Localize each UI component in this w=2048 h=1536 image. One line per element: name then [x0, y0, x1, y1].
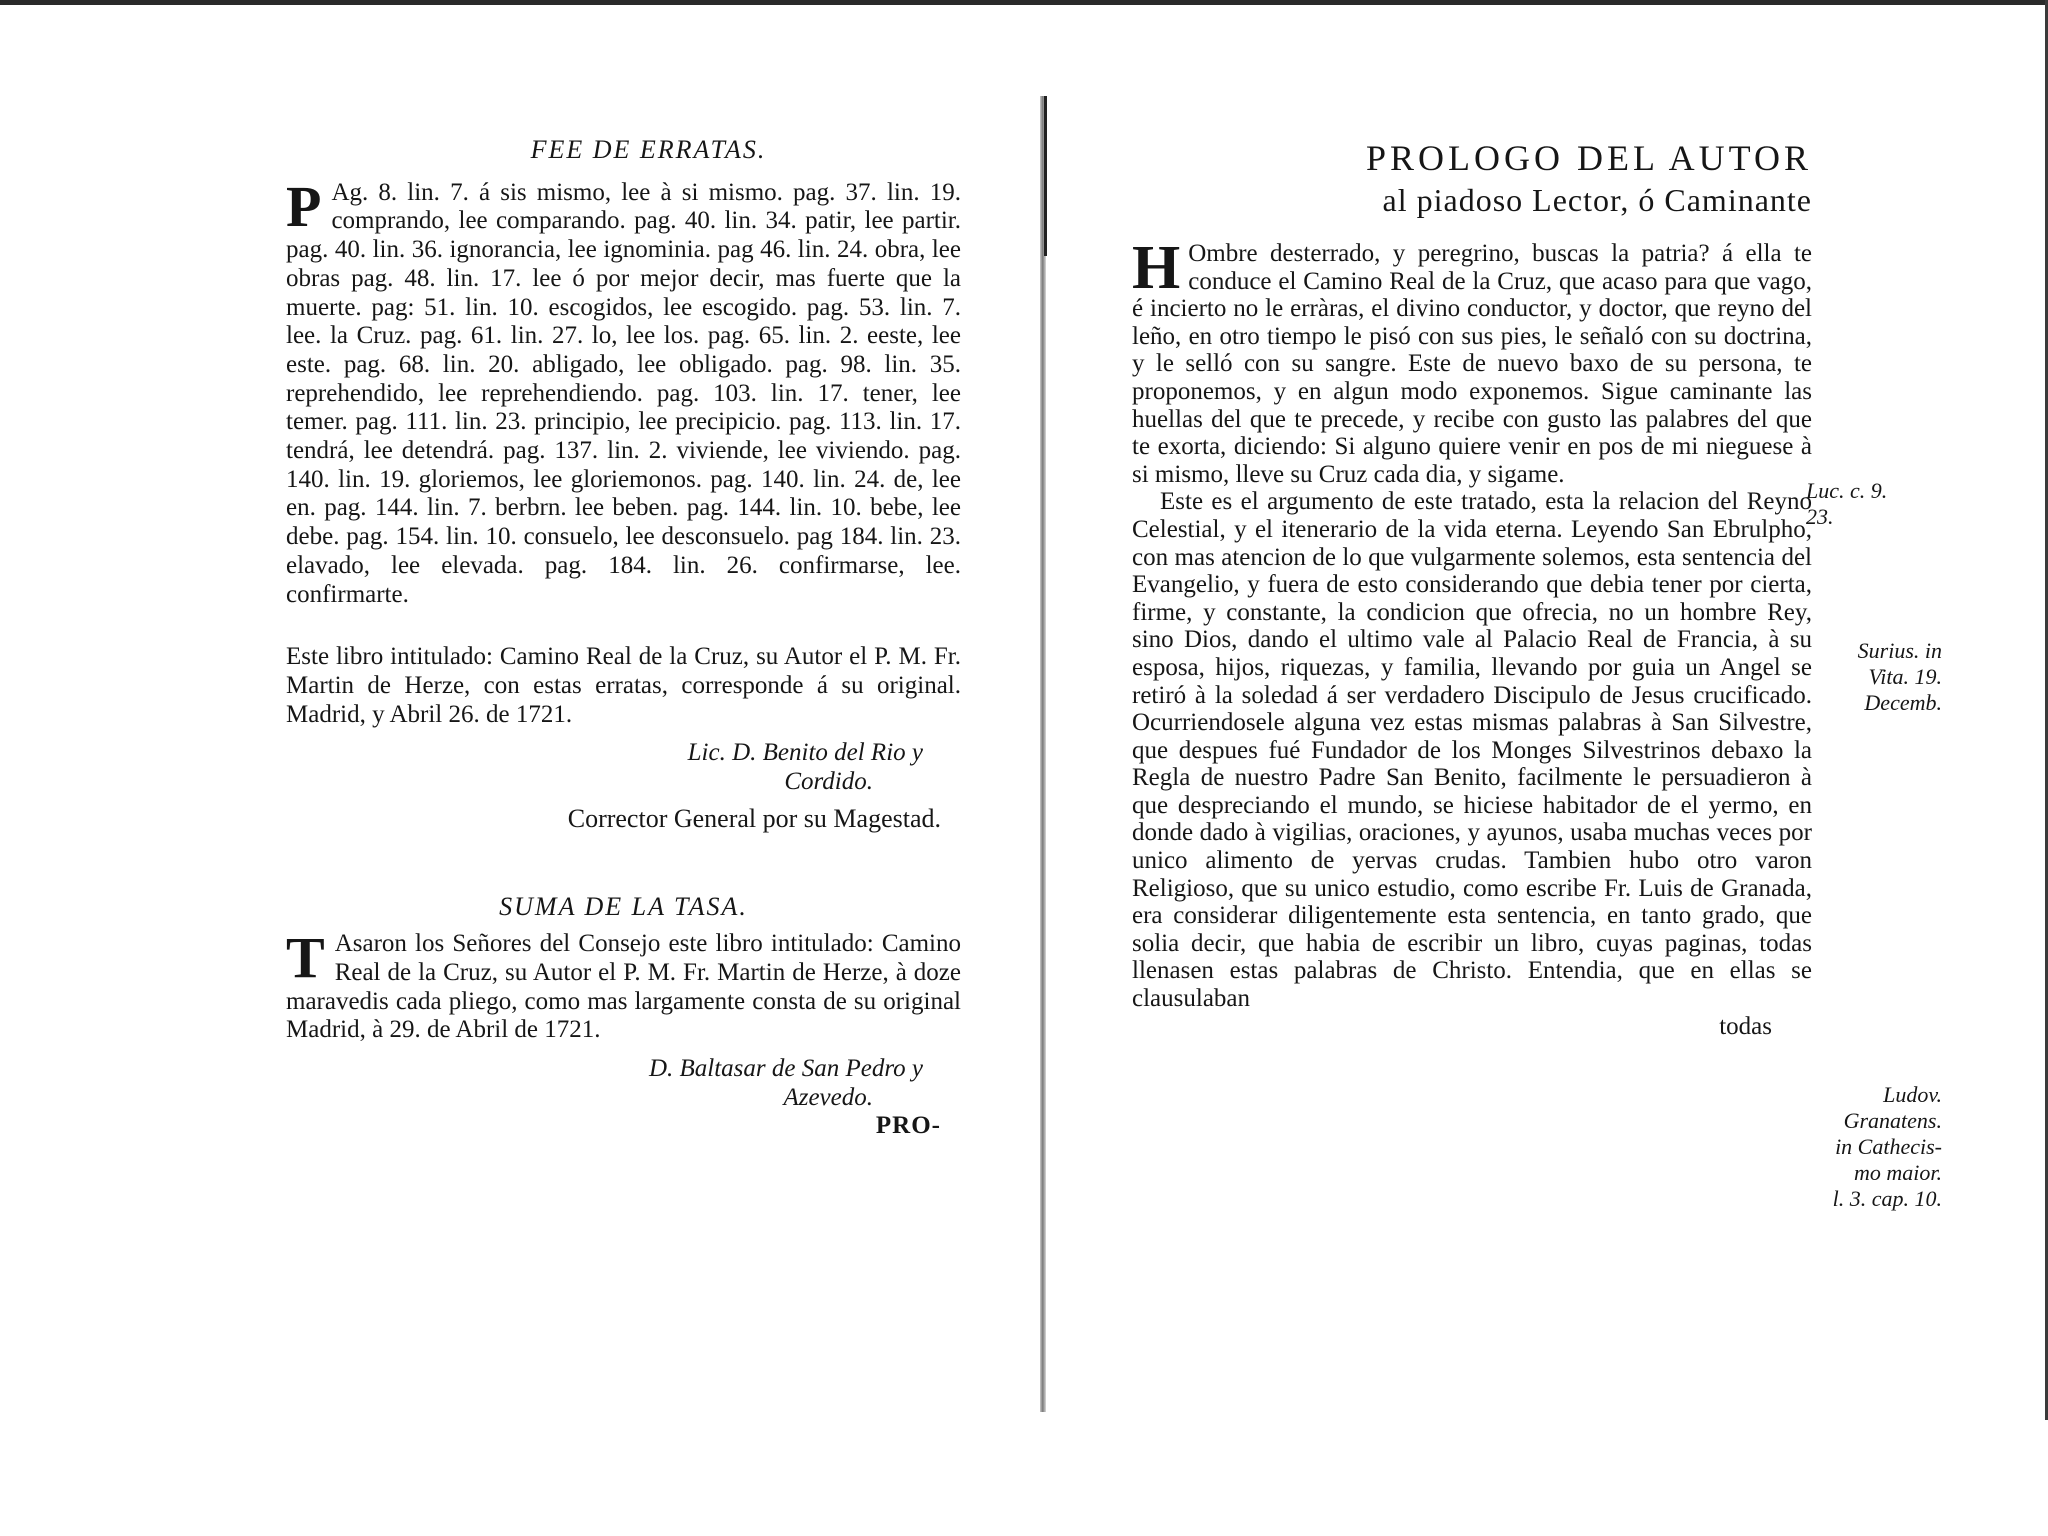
left-catchword: PRO- — [875, 1112, 941, 1140]
prologue-subtitle: al piadoso Lector, ó Caminante — [1382, 182, 1812, 218]
tasa-heading: SUMA DE LA TASA. — [499, 892, 748, 922]
margin-note-line: Vita. 19. — [1868, 664, 1942, 689]
margin-note-ludov — [1812, 1082, 1942, 1212]
margin-note-line: Granatens. — [1843, 1108, 1942, 1133]
book-gutter-shadow — [1044, 96, 1047, 256]
tasa-paragraph — [286, 925, 961, 1045]
right-catchword: todas — [1719, 1012, 1772, 1040]
errata-heading: FEE DE ERRATAS. — [530, 135, 767, 164]
margin-note-line: mo maior. — [1853, 1160, 1942, 1185]
signature-line-2: Cordido. — [784, 768, 873, 796]
scan-top-edge — [0, 0, 2048, 5]
right-page — [1132, 138, 1812, 1040]
tasa-text: Asaron los Señores del Consejo este libro intitulado: Camino Real de la Cruz, su Autor el P. M. Fr. Martin de Herze, à doze maravedis cada pliego, como mas largamente consta de su original Madrid, à 29. de Abril de 1721. — [286, 930, 961, 1044]
prologue-paragraph-2: Este es el argumento de este tratado, esta la relacion del Reyno Celestial, y el itenerario de la vida eterna. Leyendo San Ebrulpho, con mas atencion de lo que vulgarmente solemos, esta sentencia del Evangelio, y fuera de esto considerando que debia tener por cierta, firme, y constante, la condicion que ofrecia, no un hombre Rey, sino Dios, dando el ultimo vale al Palacio Real de Francia, à su esposa, hijos, riquezas, y familia, llevando por guia un Angel se retiró à la soledad á ser verdadero Discipulo de Jesus crucificado. Ocurriendosele alguna vez estas mismas palabras à San Silvestre, que despues fué Fundador de los Monges Silvestrinos debaxo la Regla de nuestro Padre San Benito, facilmente le persuadieron à que despreciando el mundo, se hiciese habitador de el yermo, en donde dado à vigilias, oraciones, y ayunos, usaba muchas veces por unico alimento de yervas crudas. Tambien hubo otro varon Religioso, que su unico estudio, como escribe Fr. Luis de Granada, era considerar diligentemente esta sentencia, en tanto grado, que solia decir, que habia de escribir un libro, cuyas paginas, todas llenasen estas palabras de Christo. Entendia, que en ellas se clausulaban — [1132, 488, 1812, 1013]
margin-note-line: Ludov. — [1883, 1082, 1942, 1107]
tasa-signature-line-1: D. Baltasar de San Pedro y — [648, 1054, 923, 1082]
approval-paragraph: Este libro intitulado: Camino Real de la Cruz, su Autor el P. M. Fr. Martin de Herze, con estas erratas, corresponde á su original. Madrid, y Abril 26. de 1721. — [286, 643, 961, 728]
margin-note-line: Surius. in — [1857, 638, 1942, 663]
margin-note-line: l. 3. cap. 10. — [1832, 1186, 1942, 1211]
margin-note-surius — [1812, 638, 1942, 716]
tasa-signature-line-2: Azevedo. — [783, 1083, 873, 1111]
margin-note-line: 23. — [1806, 504, 1834, 529]
tasa-signature — [286, 1055, 923, 1112]
left-page — [286, 136, 961, 1141]
errata-paragraph — [286, 173, 961, 610]
margin-note-line: in Cathecis- — [1835, 1134, 1942, 1159]
prologue-dropcap: H — [1132, 234, 1181, 302]
tasa-dropcap: T — [286, 925, 325, 991]
corrector-title: Corrector General por su Magestad. — [567, 803, 941, 833]
book-gutter — [1040, 96, 1046, 1412]
errata-text: Ag. 8. lin. 7. á sis mismo, lee à si mismo. pag. 37. lin. 19. comprando, lee comparando. pag. 40. lin. 34. patir, lee partir. pag. 40. lin. 36. ignorancia, lee ignominia. pag 46. lin. 24. obra, lee obras pag. 48. lin. 17. lee ó por mejor decir, mas fuerte que la muerte. pag: 51. lin. 10. escogidos, lee escogido. pag. 53. lin. 7. lee. la Cruz. pag. 61. lin. 27. lo, lee los. pag. 65. lin. 2. eeste, lee este. pag. 68. lin. 20. abligado, lee obligado. pag. 98. lin. 35. reprehendido, lee reprehendiendo. pag. 103. lin. 17. tener, lee temer. pag. 111. lin. 23. principio, lee precipicio. pag. 113. lin. 17. tendrá, lee detendrá. pag. 137. lin. 2. viviende, lee viviendo. pag. 140. lin. 19. gloriemos, lee gloriemonos. pag. 140. lin. 24. de, lee en. pag. 144. lin. 7. berbrn. lee beben. pag. 144. lin. 10. bebe, lee debe. pag. 154. lin. 10. consuelo, lee desconsuelo. pag 184. lin. 23. elavado, lee elevada. pag. 184. lin. 26. confirmarse, lee. confirmarte. — [286, 178, 961, 608]
margin-note-luke — [1806, 478, 1936, 530]
prologue-paragraph-1 — [1132, 234, 1812, 488]
margin-note-line: Luc. c. 9. — [1806, 478, 1888, 503]
errata-dropcap: P — [286, 173, 322, 239]
prologue-title: PROLOGO DEL AUTOR — [1365, 138, 1812, 178]
signature-line-1: Lic. D. Benito del Rio y — [687, 739, 923, 767]
prologue-text-1: Ombre desterrado, y peregrino, buscas la patria? á ella te conduce el Camino Real de la Cruz, que acaso para que vago, é incierto no le erràras, el divino conductor, y doctor, que reyno del leño, en otro tiempo le pisó con sus pies, le señaló con su doctrina, y le selló con su sangre. Este de nuevo baxo de su persona, te proponemos, y en algun modo exponemos. Sigue caminante las huellas del que te precede, y recibe con gusto las palabres del que te exorta, diciendo: Si alguno quiere venir en pos de mi nieguese à si mismo, lleve su Cruz cada dia, y sigame. — [1132, 240, 1812, 488]
margin-note-line: Decemb. — [1864, 690, 1942, 715]
approval-signature — [286, 739, 923, 796]
